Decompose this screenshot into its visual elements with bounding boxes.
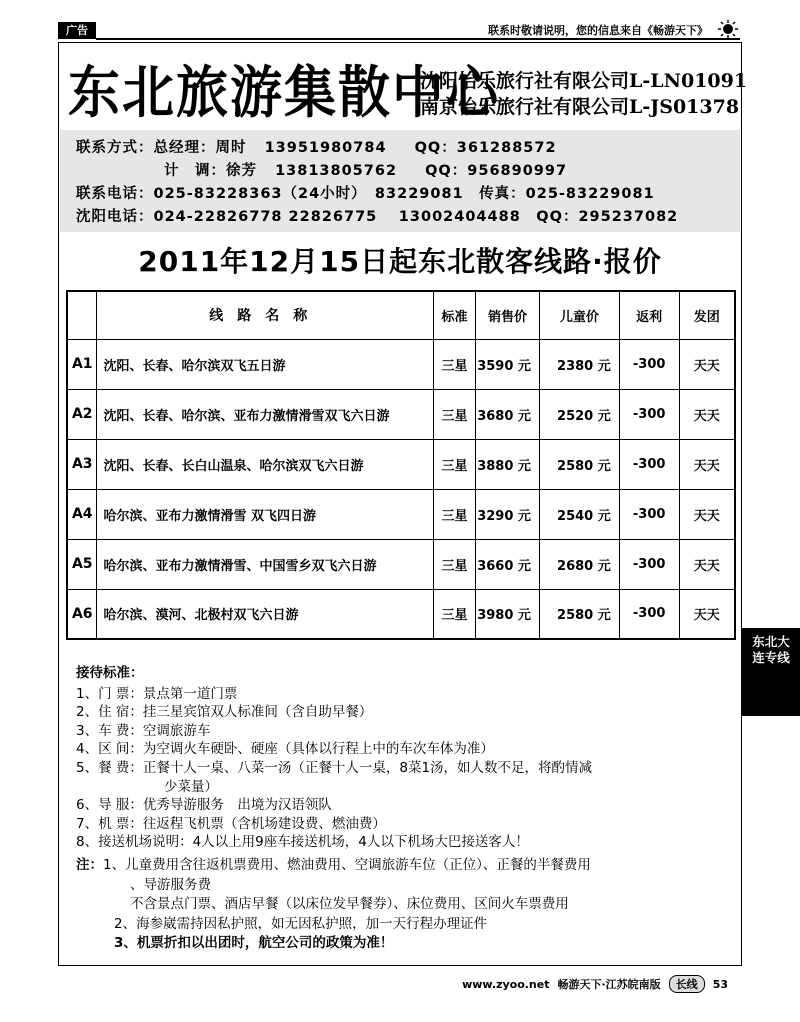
row-standard: 三星 bbox=[434, 439, 476, 489]
table-header-row bbox=[67, 291, 735, 339]
header-price: 销售价 bbox=[476, 291, 540, 339]
contact-planner: 计 调：徐芳 bbox=[164, 163, 257, 179]
price-table bbox=[66, 290, 736, 640]
standards-item: 3、车 费：空调旅游车 bbox=[76, 722, 211, 739]
table-row bbox=[67, 439, 735, 489]
row-route: 哈尔滨、漠河、北极村双飞六日游 bbox=[97, 589, 434, 639]
row-standard: 三星 bbox=[434, 539, 476, 589]
table-row bbox=[67, 589, 735, 639]
row-price: 3590 元 bbox=[476, 339, 540, 389]
contact-block bbox=[60, 130, 740, 232]
ad-note: 联系时敬请说明，您的信息来自《畅游天下》 bbox=[488, 24, 708, 37]
contact-line-2 bbox=[164, 159, 567, 180]
contact-line-1 bbox=[76, 136, 557, 157]
standards-item: 7、机 票：往返程飞机票（含机场建设费、燃油费） bbox=[76, 815, 386, 832]
top-bar bbox=[0, 0, 800, 40]
header-route: 线路名称 bbox=[97, 291, 434, 339]
row-child: 2680 元 bbox=[539, 539, 619, 589]
row-price: 3660 元 bbox=[476, 539, 540, 589]
standards-title: 接待标准： bbox=[76, 665, 144, 681]
contact-manager: 联系方式：总经理：周时 bbox=[76, 140, 247, 156]
section-side-tab bbox=[742, 628, 800, 716]
ad-tag: 广告 bbox=[58, 22, 96, 39]
contact-manager-phone: 13951980784 bbox=[264, 140, 387, 156]
row-code: A6 bbox=[67, 589, 97, 639]
note-3: 3、机票折扣以出团时，航空公司的政策为准！ bbox=[114, 935, 394, 951]
row-rebate: -300 bbox=[619, 439, 679, 489]
table-row bbox=[67, 389, 735, 439]
standards-item: 5、餐 费：正餐十人一桌、八菜一汤（正餐十人一桌，8菜1汤，如人数不足，将酌情减 bbox=[76, 759, 593, 776]
ad-rule bbox=[96, 38, 740, 40]
table-row bbox=[67, 539, 735, 589]
standards-item: 6、导 服：优秀导游服务 出境为汉语领队 bbox=[76, 797, 332, 814]
row-price: 3290 元 bbox=[476, 489, 540, 539]
header-departure: 发团 bbox=[679, 291, 735, 339]
agency-nanjing: 南京怡乐旅行社有限公司L-JS01378 bbox=[420, 96, 740, 118]
row-code: A2 bbox=[67, 389, 97, 439]
row-code: A5 bbox=[67, 539, 97, 589]
footer-url: www.zyoo.net bbox=[462, 977, 550, 991]
footer-magazine: 畅游天下·江苏皖南版 bbox=[557, 978, 661, 991]
row-rebate: -300 bbox=[619, 589, 679, 639]
row-child: 2580 元 bbox=[539, 589, 619, 639]
row-rebate: -300 bbox=[619, 339, 679, 389]
note-1 bbox=[76, 856, 736, 876]
row-standard: 三星 bbox=[434, 339, 476, 389]
standards-item: 2、住 宿：挂三星宾馆双人标准间（含自助早餐） bbox=[76, 704, 373, 721]
contact-planner-phone: 13813805762 bbox=[275, 163, 398, 179]
header-rebate: 返利 bbox=[619, 291, 679, 339]
row-code: A1 bbox=[67, 339, 97, 389]
sun-logo-icon bbox=[714, 20, 742, 38]
row-route: 沈阳、长春、哈尔滨双飞五日游 bbox=[97, 339, 434, 389]
row-departure: 天天 bbox=[679, 339, 735, 389]
header-standard: 标准 bbox=[434, 291, 476, 339]
reception-standards bbox=[76, 664, 736, 852]
row-departure: 天天 bbox=[679, 589, 735, 639]
note-1c: 不含景点门票、酒店早餐（以床位发早餐券）、床位费用、区间火车票费用 bbox=[130, 896, 569, 912]
table-row bbox=[67, 489, 735, 539]
row-route: 哈尔滨、亚布力激情滑雪、中国雪乡双飞六日游 bbox=[97, 539, 434, 589]
row-rebate: -300 bbox=[619, 539, 679, 589]
standards-item: 4、区 间：为空调火车硬卧、硬座（具体以行程上中的车次车体为准） bbox=[76, 741, 494, 758]
standards-item: 8、接送机场说明：4人以上用9座车接送机场，4人以下机场大巴接送客人！ bbox=[76, 834, 529, 851]
notes-lead: 注： bbox=[76, 857, 103, 873]
contact-manager-qq: QQ：361288572 bbox=[414, 140, 557, 156]
row-departure: 天天 bbox=[679, 389, 735, 439]
row-rebate: -300 bbox=[619, 489, 679, 539]
note-1-text: 1、儿童费用含往返机票费用、燃油费用、空调旅游车位（正位）、正餐的半餐费用 bbox=[103, 857, 591, 873]
row-standard: 三星 bbox=[434, 589, 476, 639]
table-row bbox=[67, 339, 735, 389]
notes-block bbox=[76, 856, 736, 954]
contact-planner-qq: QQ：956890997 bbox=[425, 163, 568, 179]
brand-title: 东北旅游集散中心 bbox=[68, 60, 501, 127]
row-child: 2380 元 bbox=[539, 339, 619, 389]
row-code: A4 bbox=[67, 489, 97, 539]
page-title: 2011年12月15日起东北散客线路·报价 bbox=[138, 245, 662, 278]
row-rebate: -300 bbox=[619, 389, 679, 439]
row-departure: 天天 bbox=[679, 539, 735, 589]
row-standard: 三星 bbox=[434, 389, 476, 439]
contact-line-4: 沈阳电话：024-22826778 22826775 13002404488 QQ：295237082 bbox=[76, 209, 679, 225]
contact-line-3: 联系电话：025-83228363（24小时） 83229081 传真：025-83229081 bbox=[76, 186, 655, 202]
row-child: 2580 元 bbox=[539, 439, 619, 489]
row-code: A3 bbox=[67, 439, 97, 489]
footer bbox=[462, 975, 728, 993]
row-price: 3880 元 bbox=[476, 439, 540, 489]
note-1b: 、导游服务费 bbox=[130, 876, 211, 893]
row-standard: 三星 bbox=[434, 489, 476, 539]
row-departure: 天天 bbox=[679, 489, 735, 539]
page-number: 53 bbox=[712, 977, 728, 991]
standards-item: 1、门 票：景点第一道门票 bbox=[76, 685, 238, 702]
row-route: 沈阳、长春、哈尔滨、亚布力激情滑雪双飞六日游 bbox=[97, 389, 434, 439]
header-code bbox=[67, 291, 97, 339]
agency-shenyang: 沈阳怡乐旅行社有限公司L-LN01091 bbox=[420, 70, 748, 92]
row-price: 3680 元 bbox=[476, 389, 540, 439]
footer-section: 长线 bbox=[669, 975, 705, 993]
standards-item: 少菜量） bbox=[164, 778, 218, 795]
row-child: 2520 元 bbox=[539, 389, 619, 439]
row-departure: 天天 bbox=[679, 439, 735, 489]
row-price: 3980 元 bbox=[476, 589, 540, 639]
row-route: 哈尔滨、亚布力激情滑雪 双飞四日游 bbox=[97, 489, 434, 539]
side-tab-text: 东北大连专线 bbox=[752, 634, 790, 665]
header-child: 儿童价 bbox=[539, 291, 619, 339]
row-child: 2540 元 bbox=[539, 489, 619, 539]
row-route: 沈阳、长春、长白山温泉、哈尔滨双飞六日游 bbox=[97, 439, 434, 489]
note-2: 2、海参崴需持因私护照，如无因私护照，加一天行程办理证件 bbox=[114, 915, 488, 932]
